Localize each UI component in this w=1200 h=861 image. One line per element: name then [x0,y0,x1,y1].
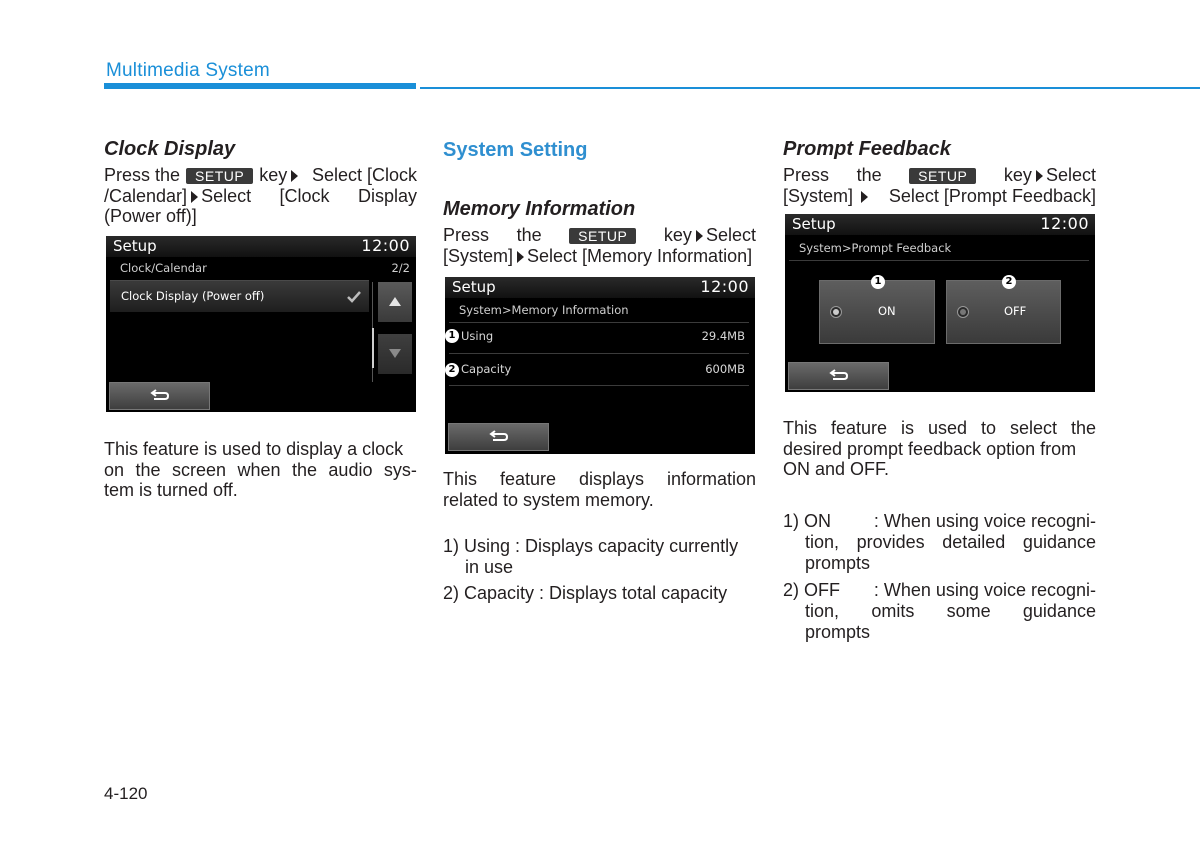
instruction-line-1: Press the SETUP key Select [443,225,756,245]
list-item-capacity: 2) Capacity : Displays total capacity [443,583,728,603]
section-heading-system-setting: System Setting [443,139,588,161]
list-item-clock-display[interactable] [110,280,369,312]
radio-off[interactable] [957,306,969,318]
triangle-right-icon [191,191,198,203]
return-arrow-icon [150,389,170,401]
screen-clock: 12:00 [700,277,749,296]
screenshot-memory-information [445,277,755,454]
description: This feature displays information related to system memory. [443,469,756,510]
radio-on[interactable] [830,306,842,318]
screen-breadcrumb: Clock/Calendar [120,261,207,275]
arrow-up-icon [389,297,401,306]
screen-breadcrumb: System>Prompt Feedback [799,241,952,255]
triangle-right-icon [861,191,868,203]
list-item-label: Clock Display (Power off) [121,289,265,303]
instruction-line-3: (Power off)] [104,206,197,226]
return-arrow-icon [489,430,509,442]
back-button[interactable] [448,423,549,451]
page-number: 4-120 [104,784,148,803]
using-value: 29.4MB [701,329,745,343]
instruction-line-2: [System] Select [Memory Information] [443,246,753,266]
triangle-right-icon [1036,170,1043,182]
capacity-value: 600MB [705,362,745,376]
triangle-right-icon [291,170,298,182]
arrow-down-icon [389,349,401,358]
return-arrow-icon [829,369,849,381]
instruction-line-2: [System] Select [Prompt Feedback] [783,186,1096,206]
instruction-line-1: Press the SETUP key Select [Clock [104,165,417,185]
description: This feature is used to select the desired prompt feedback option from ON and OFF. [783,418,1096,479]
callout-2: 2 [445,363,459,377]
setup-key-badge: SETUP [186,168,253,184]
screenshot-prompt-feedback [785,214,1095,392]
capacity-label: Capacity [461,362,512,376]
list-item-off: 2) OFF : When using voice recogni- tion, omits some guidance prompts [783,580,1096,642]
screen-clock: 12:00 [361,236,410,255]
callout-1: 1 [871,275,885,289]
scrollbar-thumb[interactable] [372,328,374,368]
screen-clock: 12:00 [1040,214,1089,233]
instruction-line-1: Press the SETUP key Select [783,165,1096,185]
setup-key-badge: SETUP [569,228,636,244]
header-title: Multimedia System [106,60,270,81]
screen-title: Setup [113,237,157,255]
callout-2: 2 [1002,275,1016,289]
back-button[interactable] [788,362,889,390]
screen-title: Setup [452,278,496,296]
list-item-using: 1) Using : Displays capacity currently in use [443,536,739,577]
callout-1: 1 [445,329,459,343]
setup-key-badge: SETUP [909,168,976,184]
triangle-right-icon [696,230,703,242]
option-off-label: OFF [1004,304,1027,318]
screen-page-indicator: 2/2 [391,261,410,275]
instruction-line-2: /Calendar] Select [Clock Display [104,186,417,206]
triangle-right-icon [517,251,524,263]
list-item-on: 1) ON : When using voice recogni- tion, provides detailed guidance prompts [783,511,1096,573]
heading-memory-information: Memory Information [443,198,636,220]
option-on-button[interactable] [819,280,935,344]
heading-prompt-feedback: Prompt Feedback [783,138,951,160]
using-label: Using [461,329,494,343]
scroll-up-button[interactable] [378,282,412,322]
screenshot-clock-display [106,236,416,412]
back-button[interactable] [109,382,210,410]
screen-breadcrumb: System>Memory Information [459,303,629,317]
header-rule-thin [420,87,1200,89]
option-on-label: ON [878,304,896,318]
description: This feature is used to display a clock on the screen when the audio sys- tem is turned off. [104,439,417,500]
header-rule [104,83,416,89]
scroll-down-button[interactable] [378,334,412,374]
option-off-button[interactable] [946,280,1061,344]
heading-clock-display: Clock Display [104,138,236,160]
screen-title: Setup [792,215,836,233]
checkmark-icon [346,290,362,304]
